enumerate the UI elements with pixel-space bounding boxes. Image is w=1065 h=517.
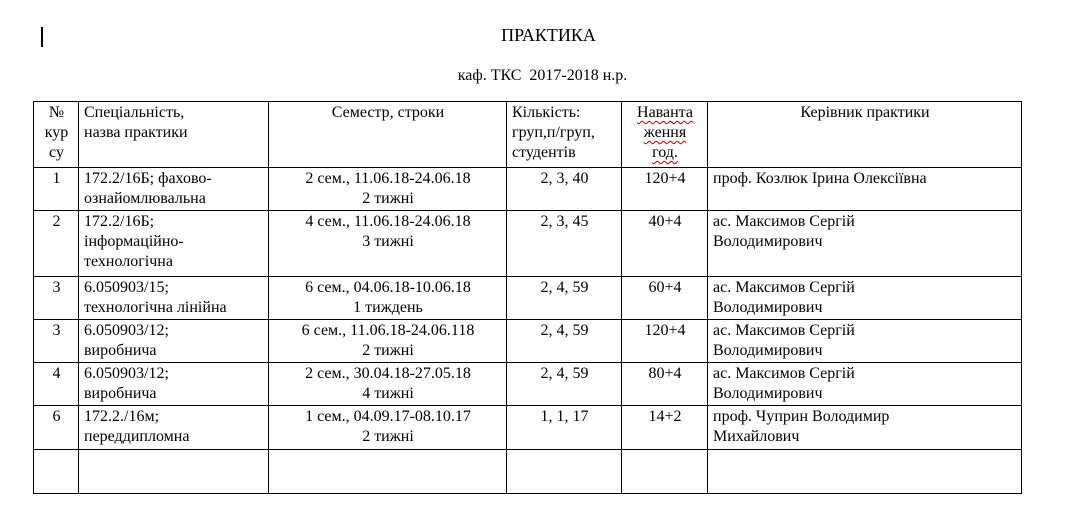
cell-head: ас. Максимов Сергій Володимирович — [708, 320, 1022, 363]
cell-quantity: 2, 3, 45 — [507, 211, 622, 277]
cell-course: 3 — [34, 320, 79, 363]
cell-specialty: 172.2/16Б; фахово- ознайомлювальна — [79, 168, 269, 211]
document-title: ПРАКТИКА — [501, 25, 596, 45]
cell-specialty: 6.050903/12; виробнича — [79, 320, 269, 363]
table-row-empty — [34, 450, 1022, 494]
cell-head: ас. Максимов Сергій Володимирович — [708, 363, 1022, 406]
table-row — [34, 363, 1022, 406]
table-row — [34, 277, 1022, 320]
cell-specialty: 6.050903/12; виробнича — [79, 363, 269, 406]
cell-load: 80+4 — [622, 363, 708, 406]
cell-head: ас. Максимов Сергій Володимирович — [708, 211, 1022, 277]
cell-semester: 4 сем., 11.06.18-24.06.18 3 тижні — [269, 211, 507, 277]
cell-head: ас. Максимов Сергій Володимирович — [708, 277, 1022, 320]
cell-empty — [507, 450, 622, 494]
cell-head: проф. Чуприн Володимир Михайлович — [708, 406, 1022, 450]
document-subtitle: каф. ТКС 2017-2018 н.р. — [457, 67, 628, 84]
cell-quantity: 1, 1, 17 — [507, 406, 622, 450]
cell-semester: 6 сем., 11.06.18-24.06.118 2 тижні — [269, 320, 507, 363]
cell-empty — [708, 450, 1022, 494]
header-load: Наванта ження год. — [622, 102, 708, 168]
cell-quantity: 2, 4, 59 — [507, 363, 622, 406]
cell-quantity: 2, 4, 59 — [507, 320, 622, 363]
cell-course: 6 — [34, 406, 79, 450]
header-specialty: Спеціальність, назва практики — [79, 102, 269, 168]
cell-head: проф. Козлюк Ірина Олексіївна — [708, 168, 1022, 211]
cell-semester: 2 сем., 30.04.18-27.05.18 4 тижні — [269, 363, 507, 406]
cell-load: 60+4 — [622, 277, 708, 320]
cell-semester: 6 сем., 04.06.18-10.06.18 1 тиждень — [269, 277, 507, 320]
header-semester: Семестр, строки — [269, 102, 507, 168]
cell-empty — [79, 450, 269, 494]
cell-empty — [34, 450, 79, 494]
practice-table — [33, 101, 1022, 494]
header-head: Керівник практики — [708, 102, 1022, 168]
cell-empty — [269, 450, 507, 494]
header-course: № кур су — [34, 102, 79, 168]
cell-empty — [622, 450, 708, 494]
cell-semester: 2 сем., 11.06.18-24.06.18 2 тижні — [269, 168, 507, 211]
cell-course: 3 — [34, 277, 79, 320]
cell-load: 120+4 — [622, 168, 708, 211]
cell-semester: 1 сем., 04.09.17-08.10.17 2 тижні — [269, 406, 507, 450]
cell-specialty: 172.2./16м; переддипломна — [79, 406, 269, 450]
table-header-row — [34, 102, 1022, 168]
cell-quantity: 2, 4, 59 — [507, 277, 622, 320]
header-quantity: Кількість: груп,п/груп, студентів — [507, 102, 622, 168]
cell-course: 2 — [34, 211, 79, 277]
cell-quantity: 2, 3, 40 — [507, 168, 622, 211]
cell-course: 1 — [34, 168, 79, 211]
cell-load: 120+4 — [622, 320, 708, 363]
table-row — [34, 320, 1022, 363]
cell-load: 40+4 — [622, 211, 708, 277]
table-row — [34, 211, 1022, 277]
cell-load: 14+2 — [622, 406, 708, 450]
cell-course: 4 — [34, 363, 79, 406]
table-row — [34, 168, 1022, 211]
cell-specialty: 172.2/16Б; інформаційно- технологічна — [79, 211, 269, 277]
cell-specialty: 6.050903/15; технологічна лінійна — [79, 277, 269, 320]
table-row — [34, 406, 1022, 450]
